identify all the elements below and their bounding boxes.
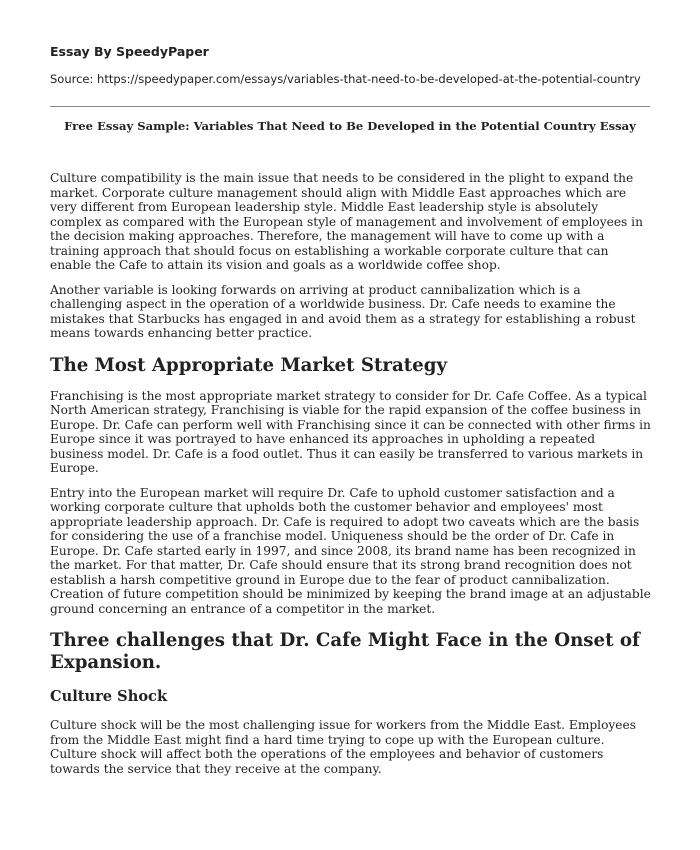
section-heading: The Most Appropriate Market Strategy bbox=[50, 354, 448, 376]
paragraph: Culture compatibility is the main issue that needs to be considered in the plight to expand the market. Corporate culture management should align with Middle East approaches which are very different from European leadership style. Middle East leadership style is absolutely complex as compared with the European style of management and involvement of employees in the decision making approaches. Therefore, the management will have to come up with a training approach that should focus on establishing a workable corporate culture that can enable the Cafe to attain its vision and goals as a worldwide coffee shop. bbox=[50, 171, 643, 272]
essay-title: Free Essay Sample: Variables That Need to Be Developed in the Potential Country Essay bbox=[64, 119, 636, 133]
paragraph: Franchising is the most appropriate market strategy to consider for Dr. Cafe Coffee. As a typical North American strategy, Franchising is viable for the rapid expansion of the coffee business in Europe. Dr. Cafe can perform well with Franchising since it can be connected with other firms in Europe since it was portrayed to have enhanced its approaches in upholding a repeated business model. Dr. Cafe is a food outlet. Thus it can easily be transferred to various markets in Europe. bbox=[50, 388, 651, 475]
source-line: Source: https://speedypaper.com/essays/variables-that-need-to-be-developed-at-the-potential-country bbox=[50, 72, 641, 86]
section-heading: Three challenges that Dr. Cafe Might Face in the Onset of Expansion. bbox=[50, 630, 640, 673]
paragraph: Another variable is looking forwards on arriving at product cannibalization which is a challenging aspect in the operation of a worldwide business. Dr. Cafe needs to examine the mistakes that Starbucks has engaged in and avoid them as a strategy for establishing a robust means towards enhancing better practice. bbox=[50, 282, 636, 340]
header-divider bbox=[50, 106, 650, 107]
essay-body bbox=[50, 171, 652, 786]
paragraph: Entry into the European market will require Dr. Cafe to uphold customer satisfaction and a working corporate culture that upholds both the customer behavior and employees' most appropriate leadership approach. Dr. Cafe is required to adopt two caveats which are the basis for considering the use of a franchise model. Uniqueness should be the order of Dr. Cafe in Europe. Dr. Cafe started early in 1997, and since 2008, its brand name has been recognized in the market. For that matter, Dr. Cafe should ensure that its strong brand recognition does not establish a harsh competitive ground in Europe due to the fear of product cannibalization. Creation of future competition should be minimized by keeping the brand image at an adjustable ground concerning an entrance of a competitor in the market. bbox=[50, 485, 651, 616]
brand-label: Essay By SpeedyPaper bbox=[50, 44, 209, 59]
paragraph: Culture shock will be the most challenging issue for workers from the Middle East. Employees from the Middle East might find a hard time trying to cope up with the European culture. Culture shock will affect both the operations of the employees and behavior of customers towards the service that they receive at the company. bbox=[50, 718, 636, 776]
subsection-heading: Culture Shock bbox=[50, 688, 168, 705]
